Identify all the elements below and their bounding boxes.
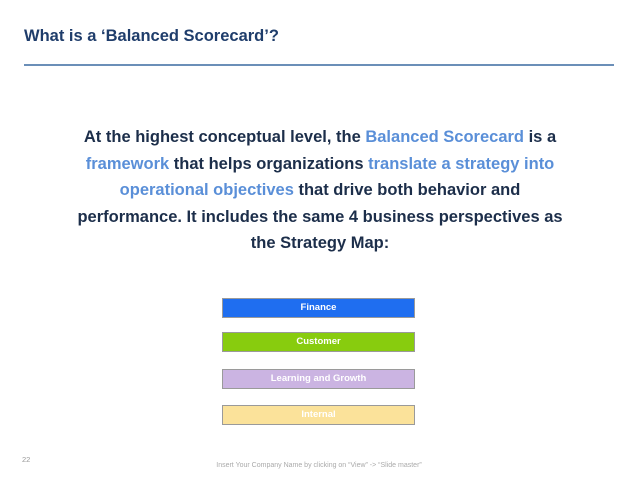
perspective-learning-growth-box: Learning and Growth xyxy=(222,369,415,389)
highlight-framework: framework xyxy=(85,154,170,173)
perspective-finance-box: Finance xyxy=(222,298,415,318)
highlight-translate-strategy: translate a strategy into operational objectives xyxy=(119,154,555,199)
highlight-balanced-scorecard: Balanced Scorecard xyxy=(365,128,525,146)
slide-body-text xyxy=(70,124,570,257)
body-text-segment: that drive both behavior and performance. It includes the same 4 business perspectives as the Strategy Map: xyxy=(77,181,563,252)
body-text-segment: At the highest conceptual level, the xyxy=(83,128,366,146)
slide-title: What is a ‘Balanced Scorecard’? xyxy=(24,27,279,45)
page-number: 22 xyxy=(22,455,31,464)
body-text-segment: is a xyxy=(524,128,557,146)
footer-text: Insert Your Company Name by clicking on “View” -> “Slide master” xyxy=(216,462,422,469)
perspective-customer-box: Customer xyxy=(222,332,415,352)
title-divider xyxy=(24,64,614,66)
perspective-internal-box: Internal xyxy=(222,405,415,425)
body-text-segment: that helps organizations xyxy=(169,154,369,173)
